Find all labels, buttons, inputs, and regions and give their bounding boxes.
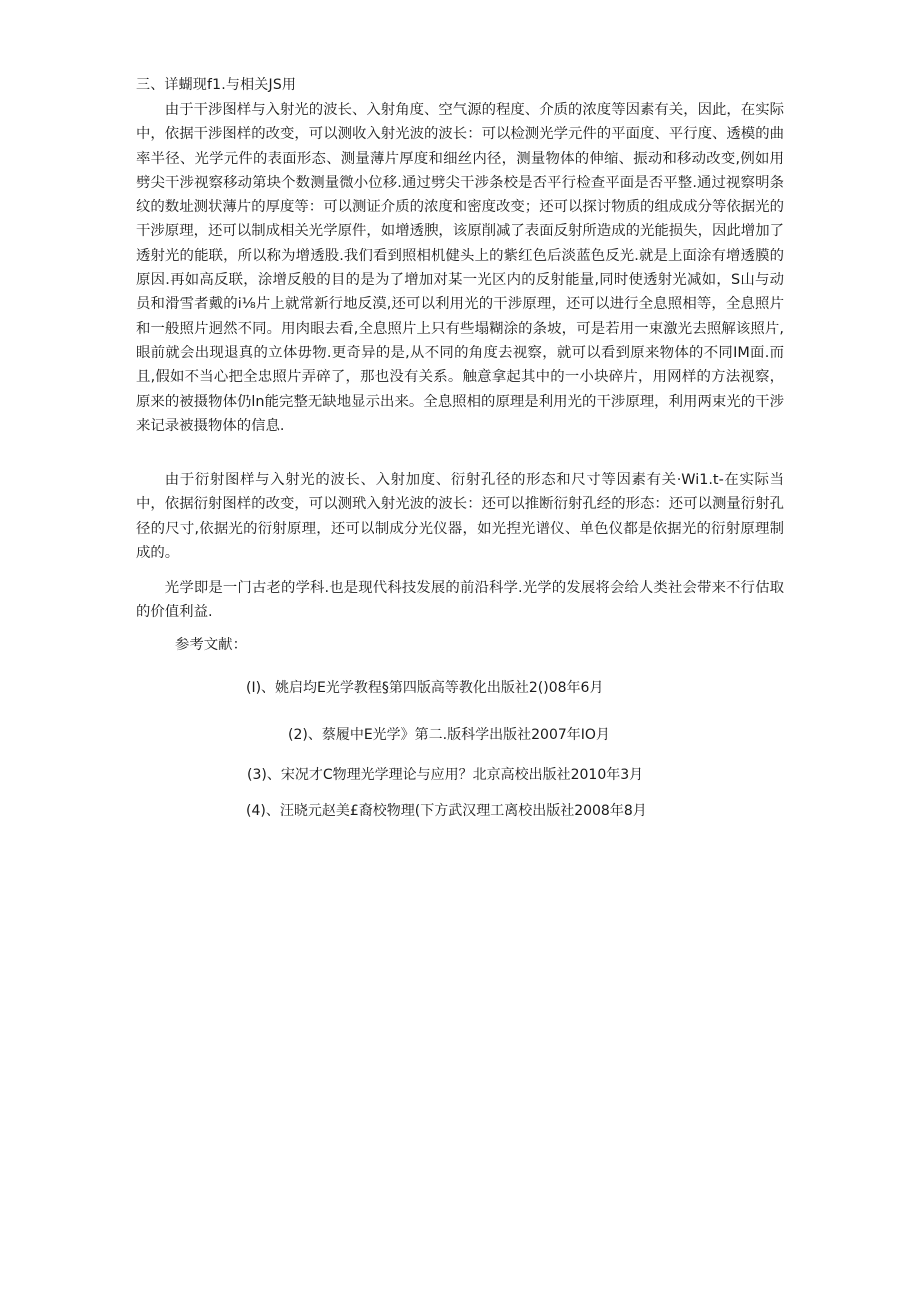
- paragraph-conclusion: 光学即是一门古老的学科.也是现代科技发展的前沿科学.光学的发展将会给人类社会带来不行估取的价值利益.: [136, 580, 784, 621]
- references-title: 参考文献：: [175, 637, 247, 653]
- reference-item: (3)、宋况才C物理光学理论与应用？北京高校出版社2010年3月: [247, 767, 644, 783]
- reference-item: (2)、蔡履中E光学》第二.版科学出版社2007年IO月: [288, 727, 610, 743]
- paragraph-diffraction: 由于衍射图样与入射光的波长、入射加度、衍射孔径的形态和尺寸等因素有关·Wi1.t-在实际当中，依据衍射图样的改变，可以测玳入射光波的波长：还可以推断衍射孔经的形态：还可以测量衍射孔径的尺寸,依据光的衍射原理，还可以制成分光仪器，如光揑光谱仪、单色仪都是依据光的衍射原理制成的。: [136, 472, 784, 561]
- section-heading: 三、详蝴现f1.与相关JS用: [136, 77, 297, 93]
- reference-item: (I)、姚启均E光学教程§第四版高等教化出版社2()08年6月: [246, 680, 604, 696]
- reference-item: (4)、汪晓元赵美£裔校物理(下方武汉理工离校出版社2008年8月: [246, 803, 647, 819]
- paragraph-interference: 由于干涉图样与入射光的波长、入射角度、空气源的程度、介质的浓度等因素有关，因此，在实际中，依据干涉图样的改变，可以测收入射光波的波长：可以检测光学元件的平面度、平行度、透模的曲率半径、光学元件的表面形态、测量薄片厚度和细丝内径，测量物体的伸缩、振动和移动改变,例如用劈尖干涉视察移动第块个数测量微小位移.通过劈尖干涉条校是否平行检查平面是否平整.通过视察明条纹的数址测状薄片的厚度等：可以测证介质的浓度和密度改变；还可以探讨物质的组成成分等依据光的干涉原理，还可以制成相关光学原件，如增透腴，该原削减了表面反射所造成的光能损失，因此增加了透射光的能联，所以称为增透股.我们看到照相机健头上的紫红色后淡蓝色反光.就是上面涂有增透膜的原因.再如高反联，涂增反般的目的是为了增加对某一光区内的反射能量,同时使透射光减如，S山与动员和滑雪者戴的i⅛片上就常新行地反漠,还可以利用光的干涉原理，还可以进行全息照相等，全息照片和一般照片迥然不同。用肉眼去看,全息照片上只有些塌糊涂的条坡，可是若用一束激光去照解该照片,眼前就会出现退真的立体毋物.更奇异的是,从不同的角度去视察，就可以看到原来物体的不同IM面.而且,假如不当心把全忠照片弄碎了，那也没有关系。触意拿起其中的一小块碎片，用网样的方法视察，原来的被摄物体仍ln能完整无缺地显示出来。全息照相的原理是利用光的干涉原理，利用两束光的干涉来记录被摄物体的信息.: [136, 102, 784, 434]
